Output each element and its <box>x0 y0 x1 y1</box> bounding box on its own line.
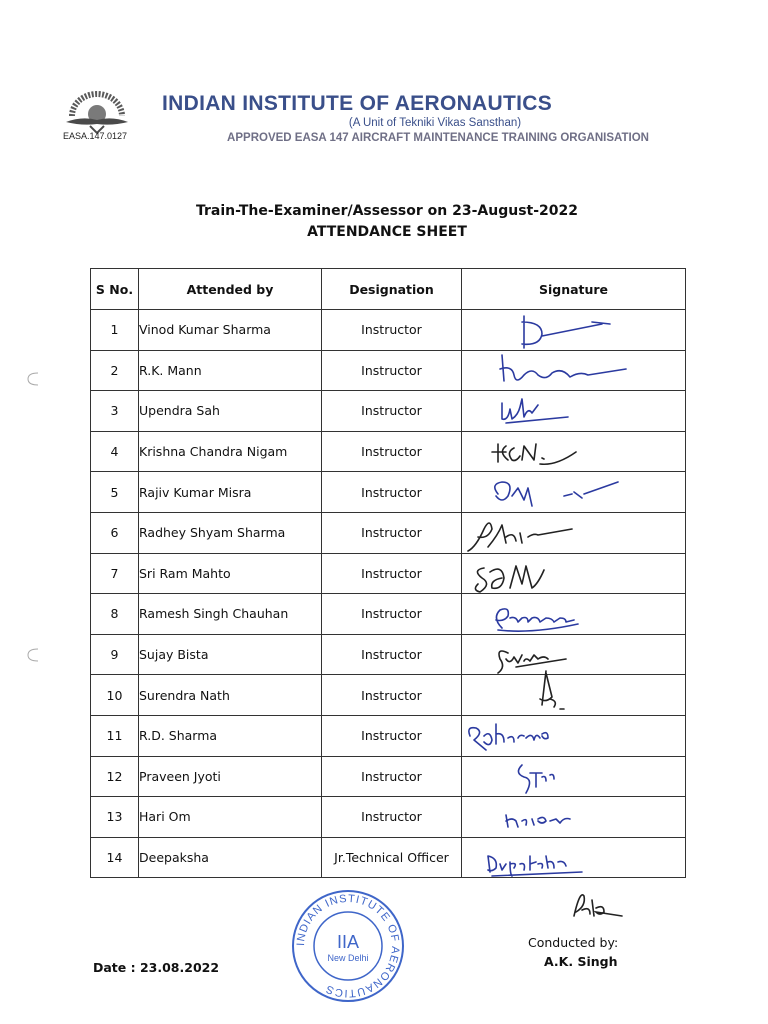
attendance-table <box>90 268 686 878</box>
org-name: INDIAN INSTITUTE OF AERONAUTICS <box>162 92 553 115</box>
row-designation: Instructor <box>322 391 462 432</box>
column-header-sno: S No. <box>91 269 139 310</box>
org-approval: APPROVED EASA 147 AIRCRAFT MAINTENANCE TRAINING ORGANISATION <box>227 132 649 144</box>
row-designation: Instructor <box>322 553 462 594</box>
row-name: Hari Om <box>139 797 322 838</box>
row-sno: 3 <box>91 391 139 432</box>
row-designation: Instructor <box>322 634 462 675</box>
row-name: Upendra Sah <box>139 391 322 432</box>
row-sno: 7 <box>91 553 139 594</box>
row-designation: Instructor <box>322 756 462 797</box>
row-designation: Instructor <box>322 472 462 513</box>
row-name: Surendra Nath <box>139 675 322 716</box>
row-name: Krishna Chandra Nigam <box>139 431 322 472</box>
row-sno: 8 <box>91 594 139 635</box>
row-name: Sujay Bista <box>139 634 322 675</box>
seal-center-text: IIA <box>336 932 360 952</box>
easa-approval-number: EASA.147.0127 <box>63 131 128 141</box>
row-sno: 4 <box>91 431 139 472</box>
column-header-designation: Designation <box>322 269 462 310</box>
document-title: Train-The-Examiner/Assessor on 23-August-2022 <box>195 203 578 219</box>
row-sno: 6 <box>91 512 139 553</box>
row-sno: 5 <box>91 472 139 513</box>
row-designation: Jr.Technical Officer <box>322 837 462 878</box>
row-name: Praveen Jyoti <box>139 756 322 797</box>
seal-city-text: New Delhi <box>327 953 369 963</box>
punch-hole-mark <box>24 370 46 388</box>
punch-hole-mark <box>24 646 46 664</box>
row-designation: Instructor <box>322 594 462 635</box>
row-designation: Instructor <box>322 512 462 553</box>
row-designation: Instructor <box>322 675 462 716</box>
conductor-signature <box>560 886 640 930</box>
row-name: Radhey Shyam Sharma <box>139 512 322 553</box>
conducted-by-label: Conducted by: <box>528 935 619 950</box>
document-date: Date : 23.08.2022 <box>93 960 220 975</box>
row-designation: Instructor <box>322 350 462 391</box>
row-sno: 13 <box>91 797 139 838</box>
institute-seal <box>290 888 406 1004</box>
row-sno: 12 <box>91 756 139 797</box>
row-sno: 9 <box>91 634 139 675</box>
row-name: R.K. Mann <box>139 350 322 391</box>
row-name: Deepaksha <box>139 837 322 878</box>
column-header-attended-by: Attended by <box>139 269 322 310</box>
handwritten-signature <box>462 837 686 878</box>
row-designation: Instructor <box>322 310 462 351</box>
row-sno: 11 <box>91 715 139 756</box>
row-designation: Instructor <box>322 797 462 838</box>
document-subtitle: ATTENDANCE SHEET <box>307 224 467 240</box>
column-header-signature: Signature <box>462 269 686 310</box>
conductor-name: A.K. Singh <box>544 954 618 969</box>
row-name: Rajiv Kumar Misra <box>139 472 322 513</box>
row-sno: 1 <box>91 310 139 351</box>
institute-logo <box>62 86 132 136</box>
seal-ring-text: INDIAN INSTITUTE OF AERONAUTICS <box>294 892 402 1000</box>
row-designation: Instructor <box>322 431 462 472</box>
row-sno: 2 <box>91 350 139 391</box>
row-name: Sri Ram Mahto <box>139 553 322 594</box>
row-name: Ramesh Singh Chauhan <box>139 594 322 635</box>
table-row <box>91 837 686 878</box>
row-designation: Instructor <box>322 715 462 756</box>
row-name: R.D. Sharma <box>139 715 322 756</box>
row-sno: 10 <box>91 675 139 716</box>
row-sno: 14 <box>91 837 139 878</box>
row-name: Vinod Kumar Sharma <box>139 310 322 351</box>
org-subtitle: (A Unit of Tekniki Vikas Sansthan) <box>348 117 522 129</box>
